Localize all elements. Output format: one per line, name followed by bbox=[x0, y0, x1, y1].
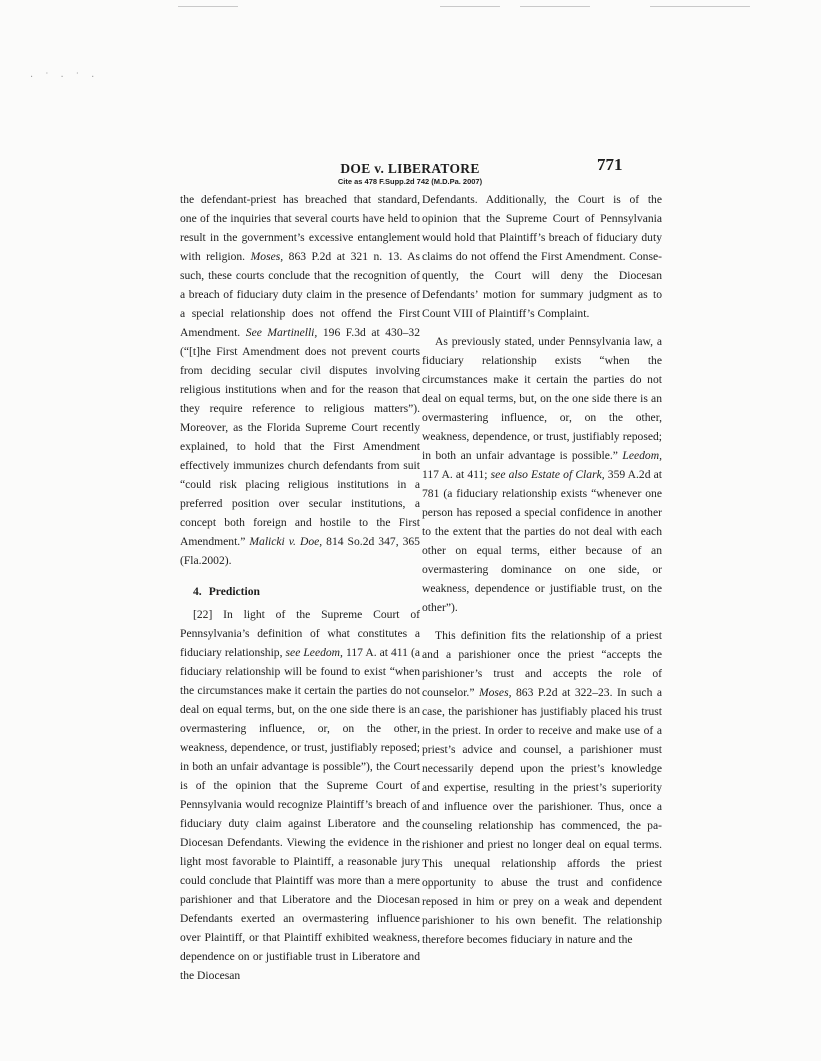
scan-artifact bbox=[178, 6, 238, 7]
scan-artifact bbox=[440, 6, 500, 7]
case-citation: Moses, bbox=[250, 250, 284, 263]
case-citation: Moses, bbox=[478, 686, 512, 699]
section-title: Prediction bbox=[208, 585, 261, 598]
paragraph: This definition fits the relationship of a priest and a parishioner once the priest “accepts the parishioner’s trust and accepts the role of counselor.” Moses, 863 P.2d at 322–23. In such a case, the parishioner has justifiably placed his trust in the priest. In order to receive and make use of a priest’s advice and counsel, a parishioner must necessarily depend upon the priest’s knowledge and expertise, resulting in the priest’s superiority and influence over the parishioner. Thus, once a counseling relationship has commenced, the parishioner and priest no longer deal on equal terms. This unequal relationship affords the priest opportunity to abuse the trust and confidence reposed in him or prey on a weak and dependent parishioner to his own benefit. The relationship therefore becomes fiduciary in nature and the bbox=[422, 629, 662, 946]
headnote-marker: [22] bbox=[193, 608, 213, 621]
case-citation: see also Estate of Clark, bbox=[490, 468, 605, 481]
citation-line: Cite as 478 F.Supp.2d 742 (M.D.Pa. 2007) bbox=[337, 177, 483, 186]
paragraph: the defendant-priest has breached that standard, one of the inquiries that several courts have held to result in the government’s excessive entanglement with religion. Moses, 863 P.2d at 321 n. 13. As such, these courts conclude that the recognition of a breach of fiduciary duty claim in the presence of a special relationship does not offend the First Amendment. See Martinelli, 196 F.3d at 430–32 (“[t]he First Amendment does not prevent courts from deciding secular civil disputes involving religious institutions when and for the reason that they require reference to religious matters”). Moreover, as the Florida Supreme Court recently explained, to hold that the First Amendment effectively immunizes church defendants from suit “could risk placing religious institutions in a preferred position over secular institutions, a concept both foreign and hostile to the First Amendment.” Malicki v. Doe, 814 So.2d 347, 365 (Fla.2002). bbox=[180, 193, 421, 567]
paragraph: As previously stated, under Pennsylvania law, a fiduciary relationship exists “when the circumstances make it certain the parties do not deal on equal terms, but, on the one side there is an overmastering influence, or, on the other, weakness, dependence, or trust, justifiably reposed; in both an unfair advantage is possible.” Leedom, 117 A. at 411; see also Estate of Clark, 359 A.2d at 781 (a fiduciary relationship exists “whenever one person has reposed a special confidence in another to the extent that the parties do not deal with each other on equal terms, either because of an overmastering dominance on one side, or weakness, dependence or justifiable trust, on the other”). bbox=[422, 335, 663, 614]
scan-artifact bbox=[520, 6, 590, 7]
page-number: 771 bbox=[597, 155, 623, 174]
case-citation: Malicki v. Doe, bbox=[249, 535, 323, 548]
scan-artifact bbox=[650, 6, 750, 7]
case-citation: see Leedom, bbox=[285, 646, 343, 659]
section-heading bbox=[180, 582, 420, 601]
right-column bbox=[422, 190, 662, 958]
paragraph: Defendants. Additionally, the Court is of the opinion that the Supreme Court of Pennsylvania would hold that Plaintiff’s breach of fiduciary duty claims do not offend the First Amendment. Consequently, the Court will deny the Diocesan Defendants’ motion for summary judgment as to Count VIII of Plaintiff’s Complaint. bbox=[422, 193, 662, 320]
paragraph: [22] In light of the Supreme Court of Pennsylvania’s definition of what constitutes a fiduciary relationship, see Leedom, 117 A. at 411 (a fiduciary relationship will be found to exist “when the circumstances make it certain the parties do not deal on equal terms, but, on the one side there is an overmastering influence, or, on the other, weakness, dependence, or trust, justifiably reposed; in both an unfair advantage is possible”), the Court is of the opinion that the Supreme Court of Pennsylvania would recognize Plaintiff’s breach of fiduciary duty claim against Liberatore and the Diocesan Defendants. Viewing the evidence in the light most favorable to Plaintiff, a reasonable jury could conclude that Plaintiff was more than a mere parishioner and that Liberatore and the Diocesan Defendants exerted an overmastering influence over Plaintiff, or that Plaintiff exhibited weakness, dependence on or justifiable trust in Liberatore and the Diocesan bbox=[180, 608, 420, 982]
case-title: DOE v. LIBERATORE bbox=[340, 161, 480, 176]
section-number: 4. bbox=[193, 585, 202, 598]
case-citation: Leedom, bbox=[622, 449, 662, 462]
scan-specks: · ˙ · ˙ · bbox=[30, 72, 99, 83]
case-citation: See Martinelli, bbox=[245, 326, 318, 339]
left-column bbox=[180, 190, 420, 994]
running-header bbox=[180, 161, 640, 187]
